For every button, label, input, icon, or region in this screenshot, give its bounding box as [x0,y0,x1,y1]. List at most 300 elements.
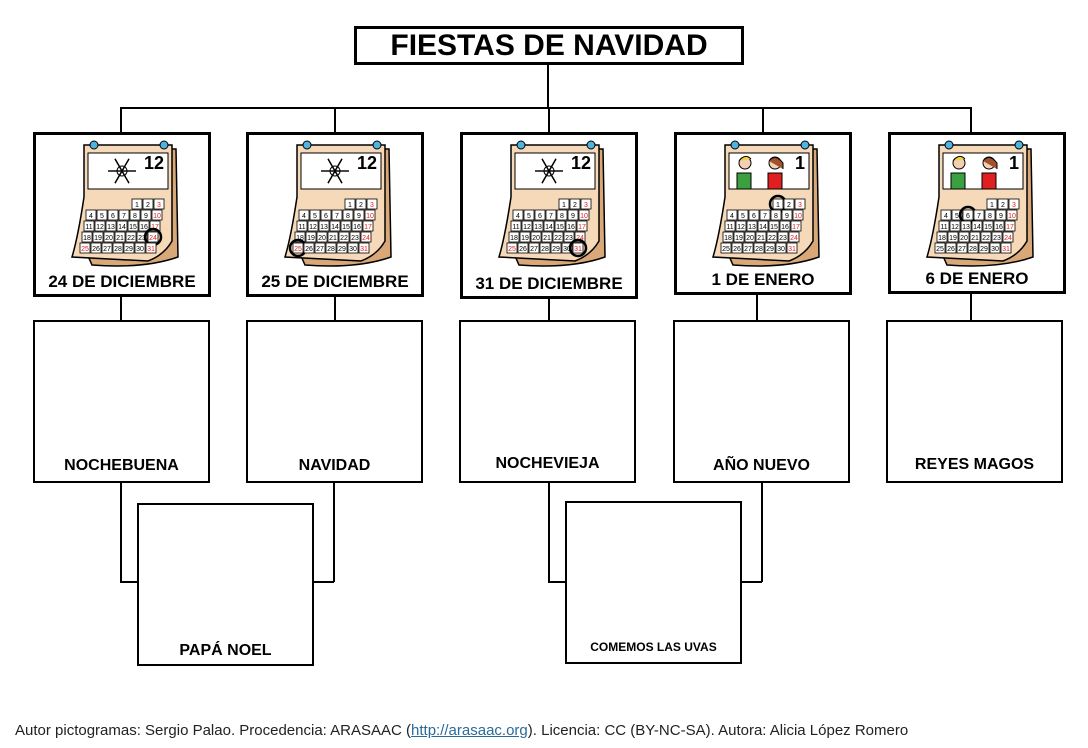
calendar-day [998,199,1008,209]
svg-text:24: 24 [362,235,370,242]
svg-text:11: 11 [940,224,948,231]
svg-text:4: 4 [302,213,306,220]
svg-text:9: 9 [785,213,789,220]
svg-text:25: 25 [508,246,516,253]
svg-text:1: 1 [135,202,139,209]
svg-text:10: 10 [366,213,374,220]
date-label: 6 DE ENERO [925,269,1029,288]
svg-text:10: 10 [580,213,588,220]
calendar-icon [919,137,1039,275]
footer-text: ). Licencia: CC (BY-NC-SA). Autora: Alicia López Romero [527,722,909,739]
calendar-day [555,221,565,231]
sub-item-label: COMEMOS LAS UVAS [590,640,717,654]
celebration-nochevieja [459,320,636,483]
svg-text:17: 17 [1006,224,1014,231]
celebration-label: REYES MAGOS [914,456,1035,473]
calendar-day [758,221,768,231]
calendar-month-number: 1 [1008,153,1019,173]
calendar-day [520,232,530,242]
connector [756,293,758,321]
sub-item-papa-noel [137,503,314,666]
calendar-day [293,243,303,253]
connector [120,482,122,582]
svg-text:19: 19 [521,235,529,242]
svg-text:22: 22 [127,235,135,242]
svg-text:30: 30 [777,246,785,253]
calendar-day [339,232,349,242]
calendar-day [93,232,103,242]
svg-text:13: 13 [107,224,115,231]
calendar-day [130,210,140,220]
svg-text:30: 30 [136,246,144,253]
svg-text:21: 21 [116,235,124,242]
calendar-day [564,232,574,242]
svg-text:5: 5 [741,213,745,220]
celebration-reyes-magos [886,320,1063,483]
connector [334,107,336,133]
svg-text:13: 13 [320,224,328,231]
calendar-day [522,221,532,231]
svg-text:19: 19 [735,235,743,242]
calendar-day [979,243,989,253]
calendar-day [345,199,355,209]
arasaac-link[interactable]: http://arasaac.org [411,722,528,739]
celebration-ano-nuevo [673,320,850,483]
calendar-day [102,243,112,253]
svg-text:14: 14 [759,224,767,231]
pin-icon [373,141,381,149]
pin-icon [1015,141,1023,149]
svg-text:5: 5 [100,213,104,220]
calendar-day [992,232,1002,242]
svg-text:8: 8 [774,213,778,220]
calendar-day [963,210,973,220]
svg-text:15: 15 [342,224,350,231]
svg-text:25: 25 [294,246,302,253]
svg-text:8: 8 [988,213,992,220]
calendar-day [97,210,107,220]
calendar-day [341,221,351,231]
calendar-day [566,221,576,231]
svg-text:25: 25 [722,246,730,253]
calendar-day [732,243,742,253]
svg-text:31: 31 [574,246,582,253]
connector [312,581,334,583]
svg-text:5: 5 [527,213,531,220]
calendar-icon [277,137,397,275]
calendar-day [108,210,118,220]
connector [333,482,335,582]
svg-text:13: 13 [534,224,542,231]
svg-text:21: 21 [971,235,979,242]
svg-text:28: 28 [541,246,549,253]
svg-text:14: 14 [545,224,553,231]
svg-text:23: 23 [351,235,359,242]
pin-icon [587,141,595,149]
calendar-day [765,243,775,253]
svg-text:10: 10 [153,213,161,220]
svg-text:20: 20 [105,235,113,242]
calendar-day [321,210,331,220]
svg-text:9: 9 [999,213,1003,220]
celebration-label: NAVIDAD [298,457,371,474]
calendar-day [332,210,342,220]
celebration-label: NOCHEBUENA [64,457,179,474]
svg-text:11: 11 [298,224,306,231]
svg-text:24: 24 [576,235,584,242]
svg-text:23: 23 [565,235,573,242]
calendar-day [994,221,1004,231]
connector [761,482,763,582]
svg-text:4: 4 [89,213,93,220]
calendar-day [987,199,997,209]
calendar-day [542,232,552,242]
svg-text:25: 25 [81,246,89,253]
svg-text:6: 6 [538,213,542,220]
svg-text:28: 28 [969,246,977,253]
svg-text:27: 27 [958,246,966,253]
calendar-day [359,243,369,253]
svg-text:4: 4 [944,213,948,220]
calendar-day [84,221,94,231]
svg-text:8: 8 [346,213,350,220]
connector [120,581,138,583]
calendar-icon [705,137,825,275]
svg-text:16: 16 [995,224,1003,231]
svg-text:17: 17 [151,224,159,231]
calendar-day [115,232,125,242]
calendar-day [132,199,142,209]
calendar-day [540,243,550,253]
date-node-31-dec [460,132,638,299]
calendar-day [328,232,338,242]
svg-text:6: 6 [111,213,115,220]
svg-text:18: 18 [510,235,518,242]
svg-text:3: 3 [584,202,588,209]
calendar-day [948,232,958,242]
svg-text:30: 30 [349,246,357,253]
calendar-day [789,232,799,242]
calendar-day [104,232,114,242]
connector [120,107,122,133]
svg-text:22: 22 [554,235,562,242]
svg-text:10: 10 [1008,213,1016,220]
svg-text:29: 29 [980,246,988,253]
calendar-day [738,210,748,220]
calendar-day [996,210,1006,220]
svg-text:11: 11 [726,224,734,231]
calendar-day [337,243,347,253]
svg-text:4: 4 [730,213,734,220]
calendar-day [529,243,539,253]
footer-text: Autor pictogramas: Sergio Palao. Procedencia: ARASAAC ( [15,722,412,739]
connector [548,297,550,321]
calendar-day [950,221,960,231]
celebration-label: NOCHEVIEJA [495,455,600,472]
svg-text:2: 2 [1001,202,1005,209]
pin-icon [160,141,168,149]
svg-text:16: 16 [140,224,148,231]
svg-text:22: 22 [340,235,348,242]
svg-text:20: 20 [318,235,326,242]
connector [762,107,764,133]
svg-text:12: 12 [737,224,745,231]
svg-text:31: 31 [147,246,155,253]
calendar-day [535,210,545,220]
svg-text:8: 8 [133,213,137,220]
svg-text:16: 16 [567,224,575,231]
svg-text:6: 6 [966,213,970,220]
svg-text:14: 14 [973,224,981,231]
svg-text:19: 19 [94,235,102,242]
calendar-day [771,210,781,220]
svg-text:25: 25 [936,246,944,253]
date-label: 31 DE DICIEMBRE [475,274,623,293]
calendar-day [579,210,589,220]
calendar-day [745,232,755,242]
celebration-nochebuena [33,320,210,483]
svg-text:7: 7 [122,213,126,220]
calendar-day [119,210,129,220]
attribution-footer [15,722,908,739]
svg-text:18: 18 [938,235,946,242]
svg-text:30: 30 [991,246,999,253]
calendar-day [974,210,984,220]
calendar-day [773,199,783,209]
calendar-day [1005,221,1015,231]
celebration-navidad [246,320,423,483]
svg-text:8: 8 [560,213,564,220]
svg-text:26: 26 [305,246,313,253]
svg-text:23: 23 [138,235,146,242]
calendar-day [970,232,980,242]
pin-icon [731,141,739,149]
calendar-day [727,210,737,220]
connector [120,107,972,109]
connector [970,107,972,133]
svg-text:21: 21 [329,235,337,242]
svg-text:26: 26 [733,246,741,253]
calendar-day [990,243,1000,253]
calendar-day [308,221,318,231]
connector [548,107,550,133]
svg-text:20: 20 [960,235,968,242]
calendar-day [946,243,956,253]
svg-text:20: 20 [746,235,754,242]
svg-text:12: 12 [309,224,317,231]
calendar-day [968,243,978,253]
calendar-day [80,243,90,253]
connector [334,295,336,321]
svg-text:22: 22 [982,235,990,242]
calendar-day [957,243,967,253]
svg-text:14: 14 [331,224,339,231]
svg-text:7: 7 [335,213,339,220]
svg-text:2: 2 [787,202,791,209]
calendar-day [782,210,792,220]
date-node-6-jan [888,132,1066,294]
svg-text:2: 2 [359,202,363,209]
pin-icon [517,141,525,149]
svg-text:11: 11 [512,224,520,231]
svg-text:23: 23 [779,235,787,242]
svg-text:17: 17 [364,224,372,231]
calendar-day [959,232,969,242]
celebration-label: AÑO NUEVO [713,457,810,474]
calendar-day [143,199,153,209]
calendar-day [743,243,753,253]
svg-text:5: 5 [955,213,959,220]
calendar-day [363,221,373,231]
calendar-icon [491,137,611,275]
svg-text:22: 22 [768,235,776,242]
sub-item-comemos-uvas [565,501,742,664]
svg-text:27: 27 [103,246,111,253]
calendar-day [354,210,364,220]
calendar-day [126,232,136,242]
svg-text:4: 4 [516,213,520,220]
calendar-day [367,199,377,209]
date-node-1-jan [674,132,852,295]
calendar-day [304,243,314,253]
calendar-day [961,221,971,231]
calendar-day [1007,210,1017,220]
svg-text:3: 3 [1012,202,1016,209]
svg-text:29: 29 [552,246,560,253]
svg-text:26: 26 [519,246,527,253]
svg-text:21: 21 [757,235,765,242]
svg-text:24: 24 [1004,235,1012,242]
calendar-day [113,243,123,253]
sub-item-label: PAPÁ NOEL [179,642,272,659]
calendar-day [95,221,105,231]
calendar-day [141,210,151,220]
calendar-day [1003,232,1013,242]
svg-text:11: 11 [85,224,93,231]
pin-icon [801,141,809,149]
svg-text:30: 30 [563,246,571,253]
svg-text:17: 17 [578,224,586,231]
calendar-day [935,243,945,253]
calendar-day [511,221,521,231]
svg-text:17: 17 [792,224,800,231]
calendar-day [350,232,360,242]
svg-text:3: 3 [157,202,161,209]
calendar-day [570,199,580,209]
calendar-day [343,210,353,220]
svg-text:21: 21 [543,235,551,242]
calendar-day [981,232,991,242]
calendar-month-number: 12 [143,153,164,173]
calendar-day [769,221,779,231]
connector [120,295,122,321]
calendar-day [152,210,162,220]
svg-text:3: 3 [798,202,802,209]
svg-text:12: 12 [96,224,104,231]
calendar-day [154,199,164,209]
svg-text:28: 28 [327,246,335,253]
calendar-day [573,243,583,253]
svg-text:10: 10 [794,213,802,220]
calendar-day [86,210,96,220]
calendar-day [148,232,158,242]
svg-text:18: 18 [83,235,91,242]
svg-text:16: 16 [781,224,789,231]
svg-text:27: 27 [530,246,538,253]
calendar-day [557,210,567,220]
pin-icon [303,141,311,149]
calendar-day [299,210,309,220]
svg-text:27: 27 [744,246,752,253]
calendar-day [356,199,366,209]
svg-text:1: 1 [990,202,994,209]
calendar-day [310,210,320,220]
svg-text:24: 24 [149,235,157,242]
svg-text:1: 1 [776,202,780,209]
calendar-day [972,221,982,231]
date-label: 25 DE DICIEMBRE [261,272,409,291]
svg-text:26: 26 [92,246,100,253]
calendar-day [297,221,307,231]
calendar-day [734,232,744,242]
calendar-day [721,243,731,253]
svg-text:27: 27 [316,246,324,253]
svg-text:29: 29 [338,246,346,253]
svg-text:9: 9 [357,213,361,220]
svg-text:31: 31 [360,246,368,253]
svg-text:19: 19 [949,235,957,242]
calendar-day [513,210,523,220]
calendar-day [365,210,375,220]
calendar-day [568,210,578,220]
calendar-day [352,221,362,231]
calendar-day [135,243,145,253]
calendar-day [791,221,801,231]
svg-text:28: 28 [114,246,122,253]
svg-text:2: 2 [146,202,150,209]
svg-text:23: 23 [993,235,1001,242]
calendar-day [533,221,543,231]
calendar-day [985,210,995,220]
calendar-day [361,232,371,242]
svg-text:12: 12 [523,224,531,231]
calendar-month-number: 12 [356,153,377,173]
calendar-day [546,210,556,220]
calendar-day [306,232,316,242]
svg-text:18: 18 [296,235,304,242]
svg-text:31: 31 [788,246,796,253]
calendar-day [531,232,541,242]
calendar-day [315,243,325,253]
date-node-24-dec [33,132,211,297]
calendar-day [784,199,794,209]
svg-text:5: 5 [313,213,317,220]
pin-icon [945,141,953,149]
svg-text:15: 15 [770,224,778,231]
calendar-day [787,243,797,253]
calendar-day [91,243,101,253]
calendar-day [747,221,757,231]
calendar-day [793,210,803,220]
svg-text:3: 3 [370,202,374,209]
svg-text:16: 16 [353,224,361,231]
svg-text:1: 1 [562,202,566,209]
svg-text:9: 9 [144,213,148,220]
calendar-day [756,232,766,242]
connector [547,64,549,109]
calendar-day [780,221,790,231]
pin-icon [90,141,98,149]
